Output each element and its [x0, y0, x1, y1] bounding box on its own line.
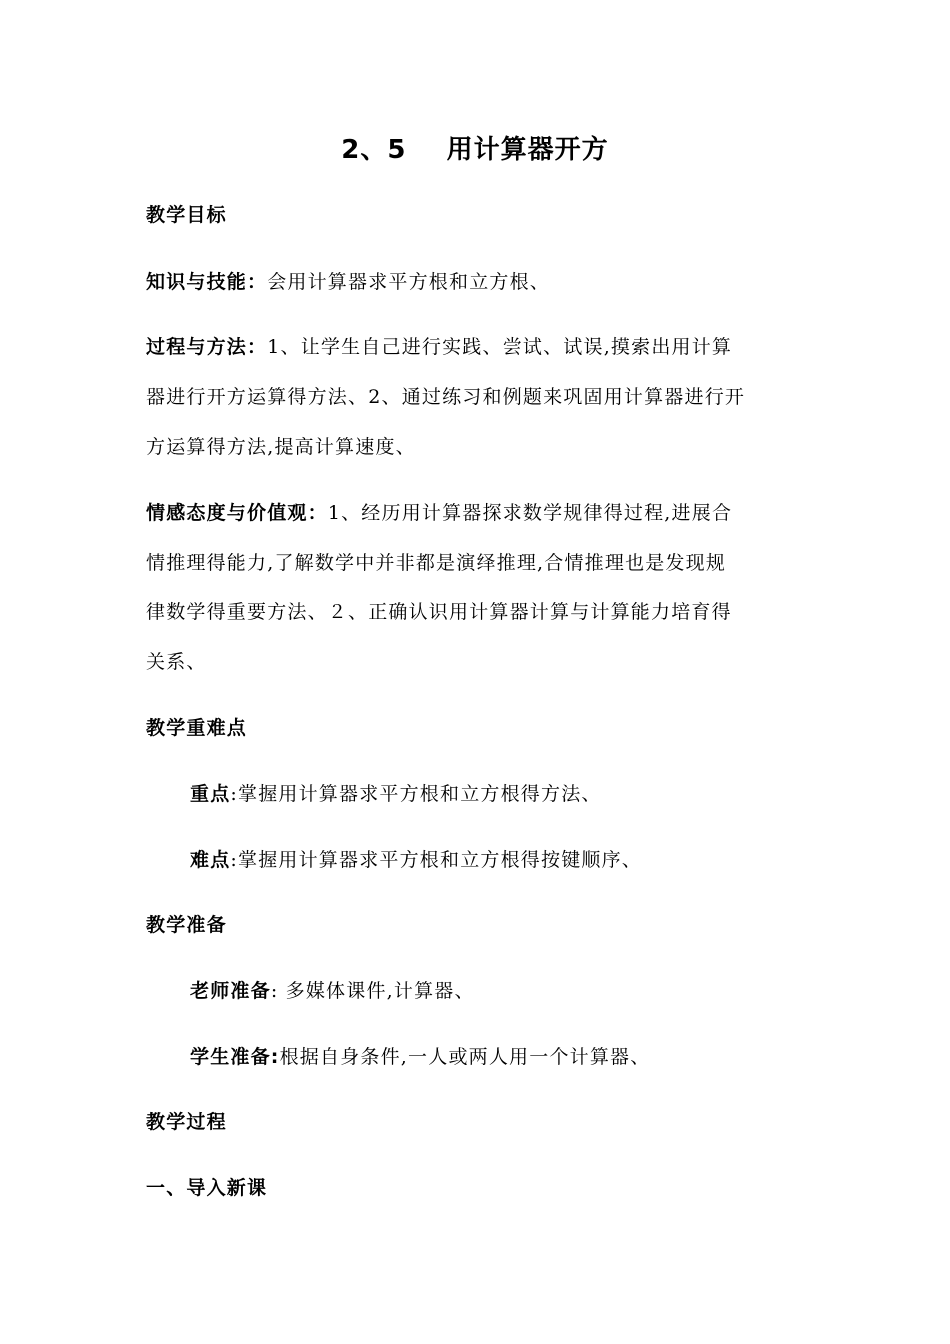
step-one-heading: 一、导入新课 — [146, 1177, 268, 1199]
process-method-line-3: 方运算得方法,提高计算速度、 — [146, 436, 416, 458]
document-title: 2、5 用计算器开方 — [341, 135, 609, 165]
difficulty-paragraph — [190, 845, 860, 875]
process-method-line-1 — [146, 332, 816, 362]
difficulty-text: :掌握用计算器求平方根和立方根得按键顺序、 — [230, 849, 643, 871]
emotion-values-line-4: 关系、 — [146, 651, 207, 673]
teacher-prep-paragraph — [190, 976, 860, 1006]
teacher-prep-text: : 多媒体课件,计算器、 — [270, 980, 475, 1002]
knowledge-skills-paragraph — [146, 267, 816, 297]
key-point-label: 重点 — [190, 783, 231, 805]
emotion-values-line-3: 律数学得重要方法、２、正确认识用计算器计算与计算能力培育得 — [146, 601, 732, 623]
difficulty-label: 难点 — [190, 849, 231, 871]
key-points-heading: 教学重难点 — [146, 717, 248, 739]
key-point-paragraph — [190, 779, 860, 809]
emotion-values-line-2: 情推理得能力,了解数学中并非都是演绎推理,合情推理也是发现规 — [146, 552, 727, 574]
key-point-text: :掌握用计算器求平方根和立方根得方法、 — [230, 783, 602, 805]
emotion-values-label: 情感态度与价值观： — [146, 502, 328, 524]
process-method-label: 过程与方法： — [146, 336, 268, 358]
emotion-values-text-1: 1、经历用计算器探求数学规律得过程,进展合 — [327, 502, 733, 524]
student-prep-text: 根据自身条件,一人或两人用一个计算器、 — [279, 1046, 651, 1068]
knowledge-skills-text: 会用计算器求平方根和立方根、 — [267, 271, 551, 293]
student-prep-label: 学生准备: — [190, 1046, 280, 1068]
objectives-heading: 教学目标 — [146, 204, 227, 226]
process-method-text-1: 1、让学生自己进行实践、尝试、试误,摸索出用计算 — [267, 336, 733, 358]
teaching-process-heading: 教学过程 — [146, 1111, 227, 1133]
preparation-heading: 教学准备 — [146, 914, 227, 936]
student-prep-paragraph — [190, 1042, 860, 1072]
emotion-values-line-1 — [146, 498, 816, 528]
knowledge-skills-label: 知识与技能： — [146, 271, 268, 293]
process-method-line-2: 器进行开方运算得方法、2、通过练习和例题来巩固用计算器进行开 — [146, 386, 746, 408]
teacher-prep-label: 老师准备 — [190, 980, 271, 1002]
